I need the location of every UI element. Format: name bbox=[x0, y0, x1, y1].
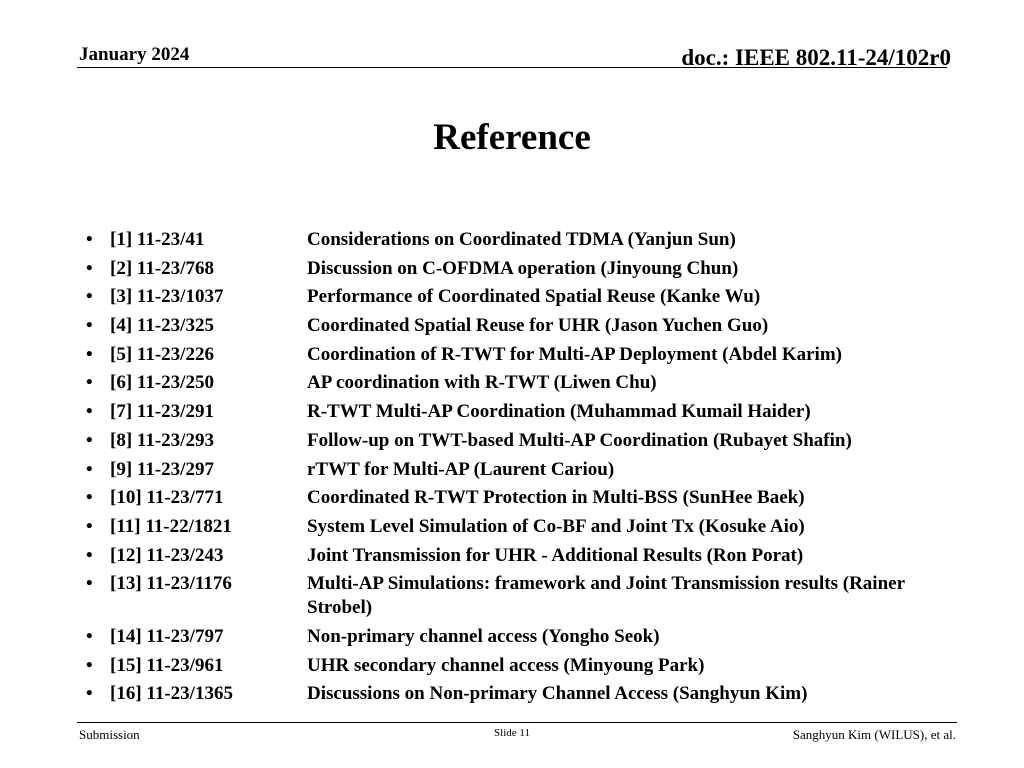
bullet-icon: • bbox=[86, 372, 93, 394]
reference-title: Coordinated Spatial Reuse for UHR (Jason Yuchen Guo) bbox=[307, 315, 769, 337]
bullet-icon: • bbox=[86, 458, 93, 480]
bullet-icon: • bbox=[86, 343, 93, 365]
bullet-icon: • bbox=[86, 515, 93, 537]
reference-id: [15] 11-23/961 bbox=[110, 654, 224, 676]
reference-item bbox=[0, 456, 1024, 485]
reference-id: [4] 11-23/325 bbox=[110, 315, 214, 337]
reference-id: [14] 11-23/797 bbox=[110, 625, 224, 647]
bullet-icon: • bbox=[86, 401, 93, 423]
reference-item bbox=[0, 623, 1024, 652]
reference-item bbox=[0, 513, 1024, 542]
header-divider bbox=[77, 67, 947, 68]
reference-id: [6] 11-23/250 bbox=[110, 372, 214, 394]
reference-item bbox=[0, 680, 1024, 709]
reference-item bbox=[0, 427, 1024, 456]
bullet-icon: • bbox=[86, 487, 93, 509]
reference-id: [7] 11-23/291 bbox=[110, 401, 214, 423]
reference-id: [8] 11-23/293 bbox=[110, 429, 214, 451]
reference-item bbox=[0, 255, 1024, 284]
footer-submission: Submission bbox=[79, 727, 140, 742]
bullet-icon: • bbox=[86, 429, 93, 451]
bullet-icon: • bbox=[86, 286, 93, 308]
reference-list bbox=[0, 226, 1024, 709]
bullet-icon: • bbox=[86, 654, 93, 676]
reference-title: Discussions on Non-primary Channel Access (Sanghyun Kim) bbox=[307, 683, 808, 705]
reference-id: [1] 11-23/41 bbox=[110, 229, 205, 250]
reference-id: [9] 11-23/297 bbox=[110, 458, 214, 480]
bullet-icon: • bbox=[86, 315, 93, 337]
reference-item bbox=[0, 369, 1024, 398]
reference-title: Coordinated R-TWT Protection in Multi-BSS (SunHee Baek) bbox=[307, 487, 805, 509]
reference-item bbox=[0, 226, 1024, 255]
reference-title: Multi-AP Simulations: framework and Joint Transmission results (Rainer Strobel) bbox=[307, 573, 905, 619]
reference-title: System Level Simulation of Co-BF and Joint Tx (Kosuke Aio) bbox=[307, 515, 805, 537]
slide-title: Reference bbox=[433, 117, 591, 158]
reference-id: [13] 11-23/1176 bbox=[110, 573, 232, 595]
reference-id: [10] 11-23/771 bbox=[110, 487, 224, 509]
bullet-icon: • bbox=[86, 683, 93, 705]
reference-title: Coordination of R-TWT for Multi-AP Deployment (Abdel Karim) bbox=[307, 343, 842, 365]
reference-item bbox=[0, 570, 1024, 623]
bullet-icon: • bbox=[86, 544, 93, 566]
reference-id: [16] 11-23/1365 bbox=[110, 683, 233, 705]
reference-title: R-TWT Multi-AP Coordination (Muhammad Kumail Haider) bbox=[307, 401, 811, 423]
header-doc-number: doc.: IEEE 802.11-24/102r0 bbox=[681, 45, 951, 70]
reference-title: AP coordination with R-TWT (Liwen Chu) bbox=[307, 372, 657, 394]
reference-id: [12] 11-23/243 bbox=[110, 544, 224, 566]
reference-title: Discussion on C-OFDMA operation (Jinyoung Chun) bbox=[307, 257, 739, 279]
reference-id: [5] 11-23/226 bbox=[110, 343, 214, 365]
reference-title: Performance of Coordinated Spatial Reuse (Kanke Wu) bbox=[307, 286, 761, 308]
reference-item bbox=[0, 341, 1024, 370]
bullet-icon: • bbox=[86, 229, 93, 250]
reference-item bbox=[0, 652, 1024, 681]
header-date: January 2024 bbox=[79, 44, 190, 65]
reference-id: [3] 11-23/1037 bbox=[110, 286, 224, 308]
reference-item bbox=[0, 398, 1024, 427]
footer-author: Sanghyun Kim (WILUS), et al. bbox=[792, 727, 956, 742]
slide-number: Slide 11 bbox=[494, 727, 530, 739]
reference-title: rTWT for Multi-AP (Laurent Cariou) bbox=[307, 458, 615, 480]
reference-title: Joint Transmission for UHR - Additional Results (Ron Porat) bbox=[307, 544, 804, 566]
reference-item bbox=[0, 283, 1024, 312]
reference-title: Non-primary channel access (Yongho Seok) bbox=[307, 625, 660, 647]
reference-id: [11] 11-22/1821 bbox=[110, 515, 232, 537]
reference-id: [2] 11-23/768 bbox=[110, 257, 214, 279]
reference-item bbox=[0, 484, 1024, 513]
reference-item bbox=[0, 542, 1024, 571]
bullet-icon: • bbox=[86, 257, 93, 279]
footer-divider bbox=[77, 722, 957, 723]
reference-item bbox=[0, 312, 1024, 341]
reference-title: Follow-up on TWT-based Multi-AP Coordination (Rubayet Shafin) bbox=[307, 429, 852, 451]
bullet-icon: • bbox=[86, 573, 93, 595]
reference-title: Considerations on Coordinated TDMA (Yanjun Sun) bbox=[307, 229, 736, 250]
reference-title: UHR secondary channel access (Minyoung Park) bbox=[307, 654, 705, 676]
bullet-icon: • bbox=[86, 625, 93, 647]
